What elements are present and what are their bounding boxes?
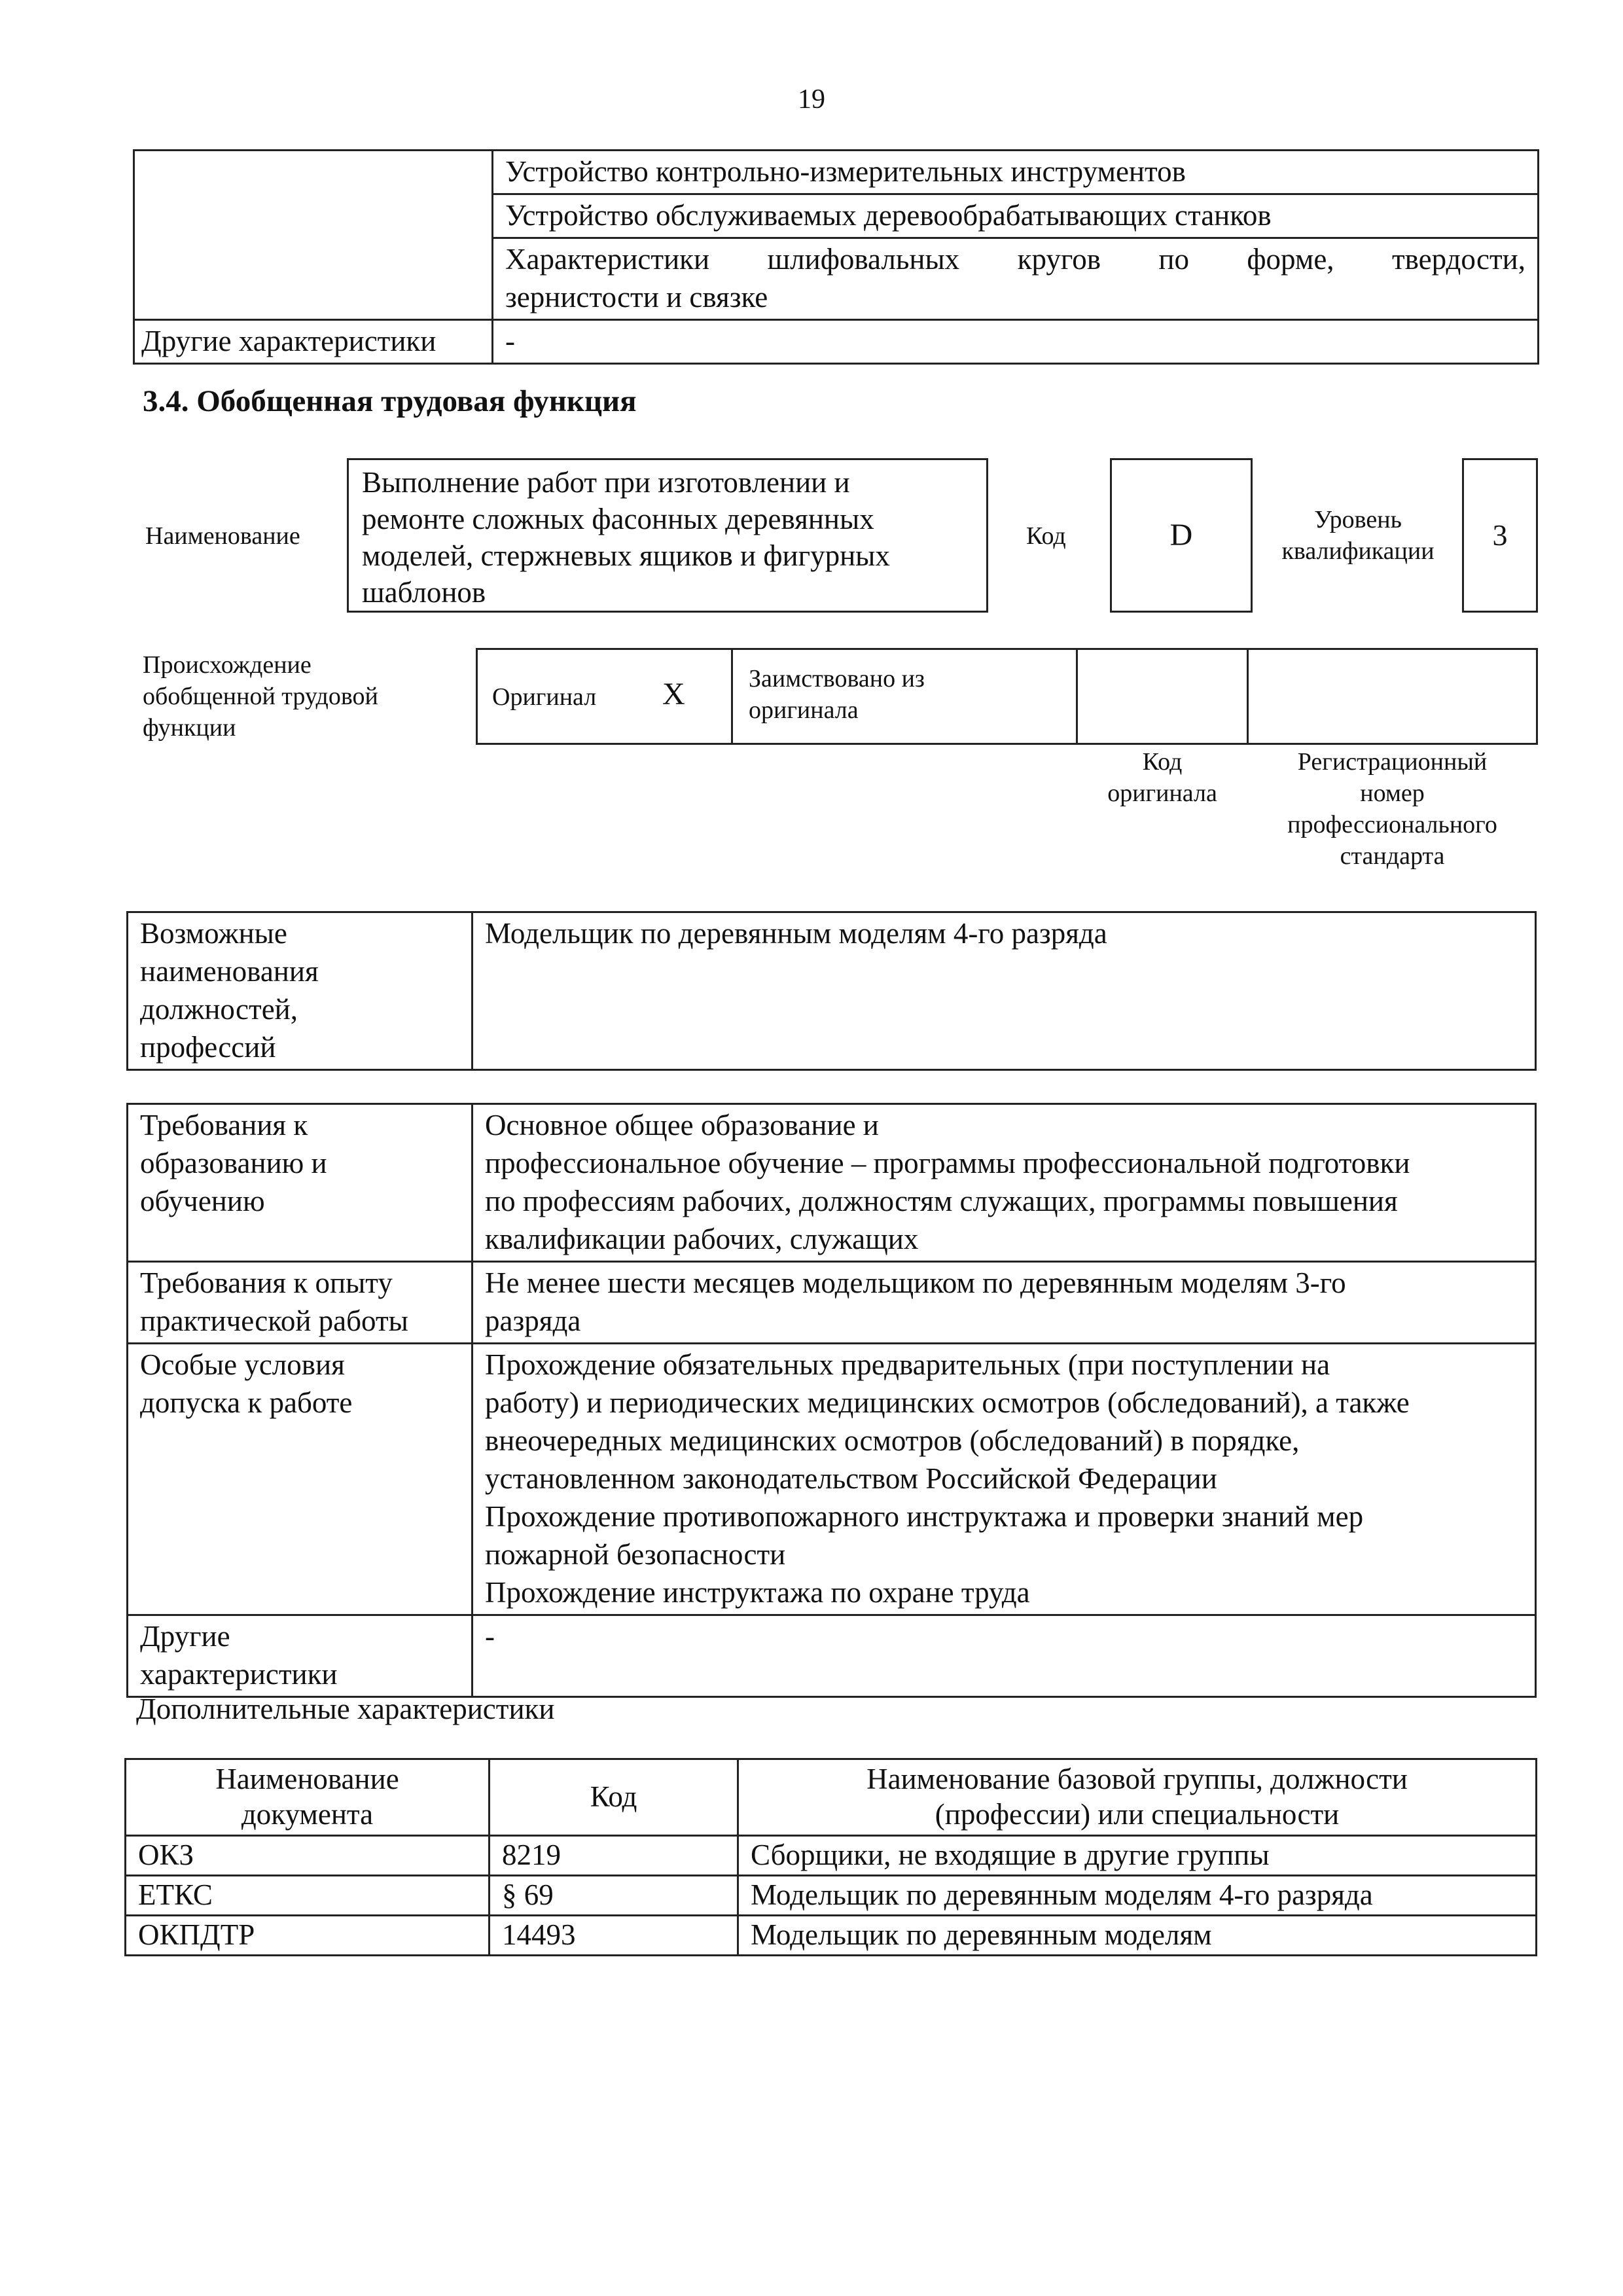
gtf-level-label xyxy=(1263,504,1453,567)
edu-value xyxy=(473,1104,1536,1262)
table-row xyxy=(128,912,1536,1070)
origin-code-box xyxy=(1076,648,1249,745)
row-1-doc: ОКЗ xyxy=(126,1836,490,1876)
header-doc-line-1: Наименование xyxy=(215,1763,399,1795)
origin-label-line-1: Происхождение xyxy=(143,651,312,679)
positions-value: Модельщик по деревянным моделям 4-го разряда xyxy=(473,912,1536,1070)
row-3-code: 14493 xyxy=(490,1916,738,1956)
additional-title: Дополнительные характеристики xyxy=(136,1693,555,1725)
gtf-level-value: 3 xyxy=(1492,518,1508,552)
positions-label-line-4: профессий xyxy=(140,1031,276,1064)
gtf-code-box xyxy=(1110,458,1253,613)
header-group-line-2: (профессии) или специальности xyxy=(935,1798,1340,1831)
origin-original-mark: X xyxy=(662,677,685,711)
req-other-label-line-1: Другие xyxy=(140,1620,230,1653)
gtf-name-line-3: моделей, стержневых ящиков и фигурных xyxy=(362,539,890,572)
cond-value-line-2: работу) и периодических медицинских осмотров (обследований), а также xyxy=(485,1386,1410,1419)
gtf-name-line-2: ремонте сложных фасонных деревянных xyxy=(362,503,874,535)
exp-value-line-2: разряда xyxy=(485,1304,581,1337)
header-doc xyxy=(126,1759,490,1836)
table-row xyxy=(134,320,1539,364)
edu-label-line-3: обучению xyxy=(140,1185,265,1217)
origin-original-box xyxy=(476,648,733,745)
cond-value-line-4: установленном законодательством Российской Федерации xyxy=(485,1462,1217,1495)
table-row xyxy=(126,1836,1537,1876)
top-table-row-1: Устройство контрольно-измерительных инструментов xyxy=(493,151,1539,194)
table-row xyxy=(128,1104,1536,1262)
edu-label-line-1: Требования к xyxy=(140,1109,308,1141)
req-other-label xyxy=(128,1615,473,1697)
origin-label-line-3: функции xyxy=(143,714,236,742)
top-table-row-3 xyxy=(493,238,1539,320)
origin-original-label: Оригинал xyxy=(492,683,597,711)
origin-label-line-2: обобщенной трудовой xyxy=(143,683,378,710)
origin-reg-caption-line-2: номер xyxy=(1360,780,1425,807)
edu-value-line-3: по профессиям рабочих, должностям служащих, программы повышения xyxy=(485,1185,1398,1217)
origin-reg-caption-line-4: стандарта xyxy=(1340,842,1445,870)
exp-label-line-2: практической работы xyxy=(140,1304,408,1337)
positions-table xyxy=(126,911,1537,1071)
table-row xyxy=(126,1876,1537,1916)
exp-value xyxy=(473,1262,1536,1344)
table-header-row xyxy=(126,1759,1537,1836)
origin-code-caption-line-2: оригинала xyxy=(1107,780,1217,807)
header-group xyxy=(738,1759,1537,1836)
origin-borrowed-line-2: оригинала xyxy=(749,696,859,724)
cond-value-line-3: внеочередных медицинских осмотров (обследований) в порядке, xyxy=(485,1424,1300,1457)
edu-value-line-4: квалификации рабочих, служащих xyxy=(485,1223,919,1255)
edu-value-line-2: профессиональное обучение – программы профессиональной подготовки xyxy=(485,1147,1410,1179)
gtf-name-label: Наименование xyxy=(145,522,300,550)
gtf-level-label-line-1: Уровень xyxy=(1314,506,1402,533)
header-code: Код xyxy=(490,1759,738,1836)
cond-value-line-6: пожарной безопасности xyxy=(485,1538,786,1571)
exp-label-line-1: Требования к опыту xyxy=(140,1266,393,1299)
row-2-code: § 69 xyxy=(490,1876,738,1916)
table-row xyxy=(128,1262,1536,1344)
cond-value xyxy=(473,1344,1536,1615)
edu-value-line-1: Основное общее образование и xyxy=(485,1109,879,1141)
origin-code-caption xyxy=(1076,746,1249,809)
header-doc-line-2: документа xyxy=(241,1798,374,1831)
requirements-table xyxy=(126,1103,1537,1698)
origin-borrowed-line-1: Заимствовано из xyxy=(749,665,925,692)
section-title: 3.4. Обобщенная трудовая функция xyxy=(143,384,637,418)
top-table-empty-cell xyxy=(134,151,493,320)
table-row xyxy=(134,151,1539,194)
cond-value-line-1: Прохождение обязательных предварительных (при поступлении на xyxy=(485,1348,1330,1381)
origin-label xyxy=(143,649,378,744)
cond-label xyxy=(128,1344,473,1615)
origin-borrowed-box xyxy=(731,648,1078,745)
positions-label-line-2: наименования xyxy=(140,955,319,988)
row-1-code: 8219 xyxy=(490,1836,738,1876)
exp-value-line-1: Не менее шести месяцев модельщиком по деревянным моделям 3-го xyxy=(485,1266,1346,1299)
edu-label xyxy=(128,1104,473,1262)
row-2-doc: ЕТКС xyxy=(126,1876,490,1916)
origin-code-caption-line-1: Код xyxy=(1142,748,1183,776)
origin-reg-caption-line-1: Регистрационный xyxy=(1297,748,1488,776)
gtf-level-label-line-2: квалификации xyxy=(1281,537,1435,565)
origin-reg-caption xyxy=(1247,746,1538,872)
edu-label-line-2: образованию и xyxy=(140,1147,327,1179)
top-table-row-3-line-1: Характеристики шлифовальных кругов по форме, твердости, xyxy=(505,243,1525,276)
gtf-code-label: Код xyxy=(1026,522,1066,550)
req-other-label-line-2: характеристики xyxy=(140,1658,338,1691)
table-row xyxy=(128,1615,1536,1697)
gtf-code-value: D xyxy=(1169,518,1193,552)
row-1-group: Сборщики, не входящие в другие группы xyxy=(738,1836,1537,1876)
top-table-row-3-line-2: зернистости и связке xyxy=(505,281,768,314)
req-other-value: - xyxy=(473,1615,1536,1697)
positions-label-line-3: должностей, xyxy=(140,993,298,1026)
header-group-line-1: Наименование базовой группы, должности xyxy=(866,1763,1408,1795)
top-table-other-label: Другие характеристики xyxy=(134,320,493,364)
gtf-name-box xyxy=(347,458,988,613)
gtf-level-box xyxy=(1462,458,1538,613)
cond-label-line-1: Особые условия xyxy=(140,1348,345,1381)
positions-label xyxy=(128,912,473,1070)
cond-value-line-7: Прохождение инструктажа по охране труда xyxy=(485,1576,1030,1609)
gtf-name-line-1: Выполнение работ при изготовлении и xyxy=(362,466,850,499)
top-table-other-value: - xyxy=(493,320,1539,364)
top-table-row-2: Устройство обслуживаемых деревообрабатывающих станков xyxy=(493,194,1539,238)
row-2-group: Модельщик по деревянным моделям 4-го разряда xyxy=(738,1876,1537,1916)
table-row xyxy=(126,1916,1537,1956)
additional-table xyxy=(124,1758,1537,1956)
top-table xyxy=(133,149,1539,365)
cond-label-line-2: допуска к работе xyxy=(140,1386,353,1419)
row-3-group: Модельщик по деревянным моделям xyxy=(738,1916,1537,1956)
row-3-doc: ОКПДТР xyxy=(126,1916,490,1956)
cond-value-line-5: Прохождение противопожарного инструктажа и проверки знаний мер xyxy=(485,1500,1364,1533)
origin-reg-box xyxy=(1247,648,1538,745)
exp-label xyxy=(128,1262,473,1344)
table-row xyxy=(128,1344,1536,1615)
origin-reg-caption-line-3: профессионального xyxy=(1287,811,1497,838)
gtf-name-line-4: шаблонов xyxy=(362,576,486,609)
page-number: 19 xyxy=(798,84,825,115)
positions-label-line-1: Возможные xyxy=(140,917,287,950)
